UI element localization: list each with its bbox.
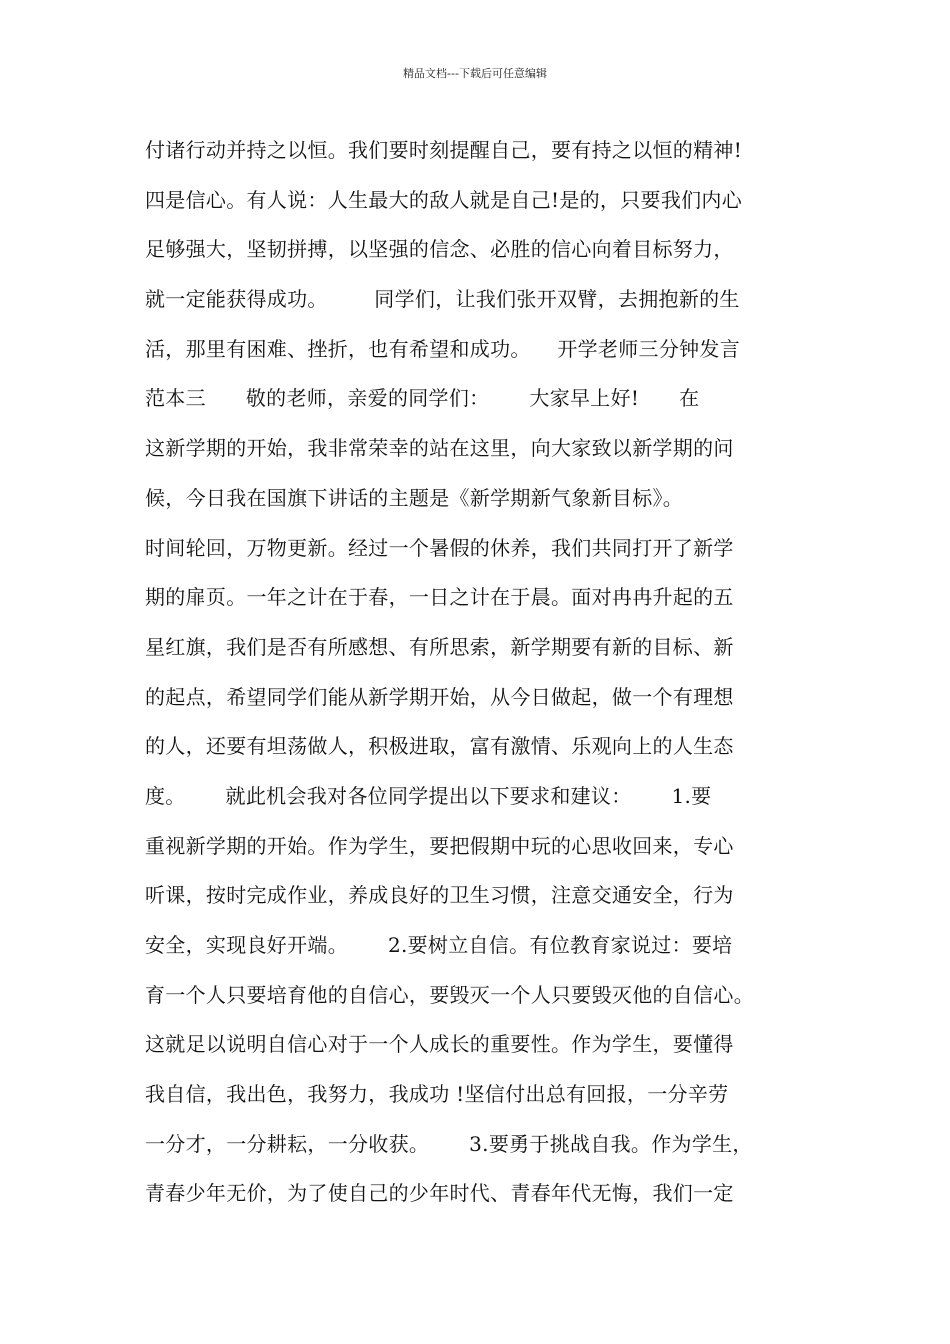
body-line: 的人，还要有坦荡做人，积极进取，富有激情、乐观向上的人生态 (145, 734, 734, 759)
body-line: 育一个人只要培育他的自信心，要毁灭一个人只要毁灭他的自信心。 (145, 982, 754, 1007)
body-line: 就一定能获得成功。 同学们，让我们张开双臂，去拥抱新的生 (145, 287, 740, 312)
body-line: 我自信，我出色，我努力，我成功 !坚信付出总有回报，一分辛劳 (145, 1082, 729, 1107)
body-line: 候，今日我在国旗下讲话的主题是《新学期新气象新目标》。 (145, 485, 684, 510)
body-line: 这新学期的开始，我非常荣幸的站在这里，向大家致以新学期的问 (145, 436, 734, 461)
body-line: 四是信心。有人说：人生最大的敌人就是自己!是的，只要我们内心 (145, 187, 743, 212)
body-line: 听课，按时完成作业，养成良好的卫生习惯，注意交通安全，行为 (145, 883, 734, 908)
body-line: 足够强大，坚韧拼搏，以坚强的信念、必胜的信心向着目标努力， (145, 237, 734, 262)
document-body (145, 126, 825, 1219)
body-line: 时间轮回，万物更新。经过一个暑假的休养，我们共同打开了新学 (145, 535, 734, 560)
body-line: 度。 就此机会我对各位同学提出以下要求和建议： 1.要 (145, 783, 712, 808)
body-line: 的起点，希望同学们能从新学期开始，从今日做起，做一个有理想 (145, 684, 734, 709)
body-line: 星红旗，我们是否有所感想、有所思索，新学期要有新的目标、新 (145, 634, 734, 659)
page-header: 精品文档---下载后可任意编辑 (403, 67, 547, 80)
body-line: 安全，实现良好开端。 2.要树立自信。有位教育家说过：要培 (145, 933, 733, 957)
body-line: 范本三 敬的老师，亲爱的同学们： 大家早上好! 在 (145, 386, 700, 411)
body-line: 这就足以说明自信心对于一个人成长的重要性。作为学生，要懂得 (145, 1032, 734, 1057)
body-line: 活，那里有困难、挫折，也有希望和成功。 开学老师三分钟发言 (145, 336, 741, 361)
body-line: 重视新学期的开始。作为学生，要把假期中玩的心思收回来，专心 (145, 833, 734, 858)
body-line: 一分才，一分耕耘，一分收获。 3.要勇于挑战自我。作为学生， (145, 1131, 753, 1156)
body-line: 期的扉页。一年之计在于春，一日之计在于晨。面对冉冉升起的五 (145, 585, 734, 610)
body-line: 付诸行动并持之以恒。我们要时刻提醒自己，要有持之以恒的精神! (145, 138, 743, 162)
body-line: 青春少年无价，为了使自己的少年时代、青春年代无悔，我们一定 (145, 1181, 734, 1206)
